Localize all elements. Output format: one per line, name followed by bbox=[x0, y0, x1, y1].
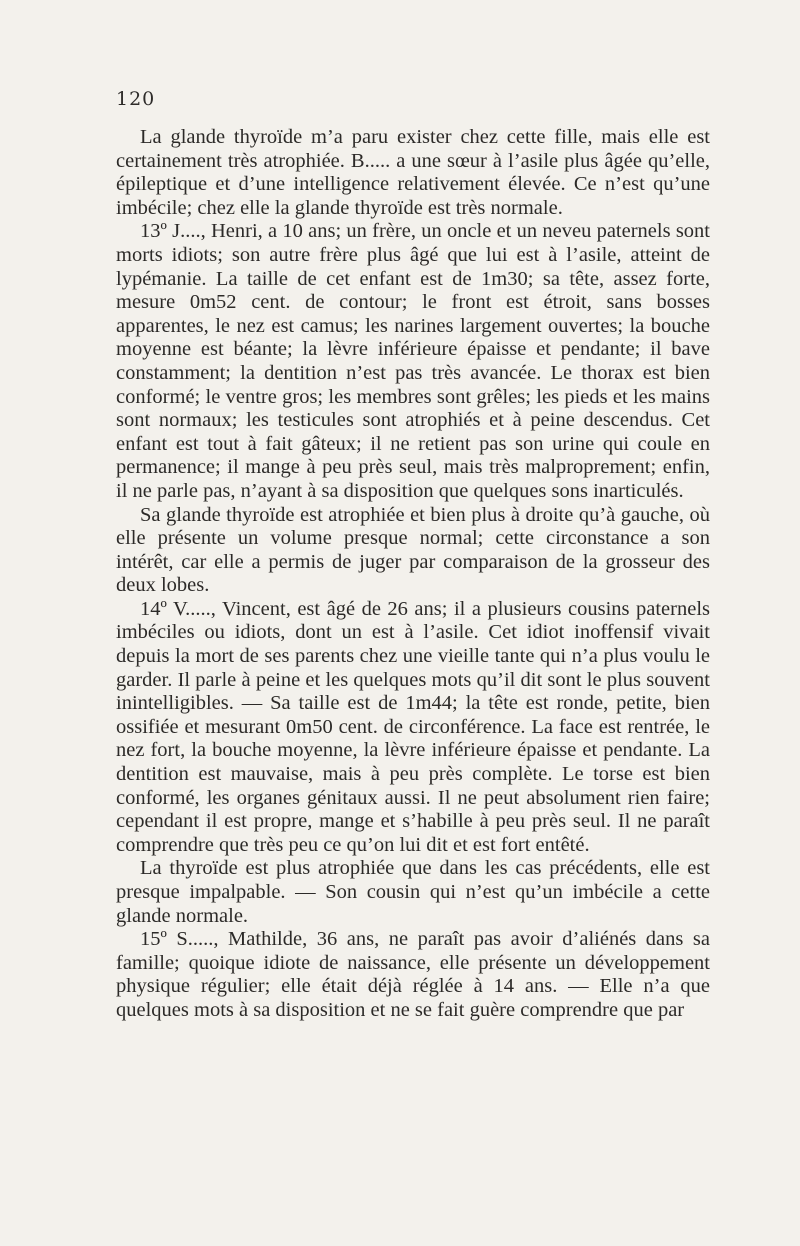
paragraph-case-13-thyroid: Sa glande thyroïde est atrophiée et bien plus à droite qu’à gauche, où elle présente un volume presque normal; cette circonstance a son intérêt, car elle a permis de juger par comparaison de la grosseur des deux lobes. bbox=[116, 503, 710, 597]
page-number: 120 bbox=[116, 88, 156, 110]
paragraph-case-14-thyroid: La thyroïde est plus atrophiée que dans les cas précédents, elle est presque impalpable. — Son cousin qui n’est qu’un imbécile a cette glande normale. bbox=[116, 857, 710, 927]
paragraph-thyroid-b: La glande thyroïde m’a paru exister chez cette fille, mais elle est certainement très atrophiée. B..... a une sœur à l’asile plus âgée qu’elle, épileptique et d’une intelligence relativement élevée. Ce n’est qu’une imbécile; chez elle la glande thyroïde est très normale. bbox=[116, 126, 710, 219]
paragraph-case-13: 13º J...., Henri, a 10 ans; un frère, un oncle et un neveu paternels sont morts idiots; son autre frère plus âgé que lui est à l’asile, atteint de lypémanie. La taille de cet enfant est de 1m30; sa tête, assez forte, mesure 0m52 cent. de contour; le front est étroit, sans bosses apparentes, le nez est camus; les narines largement ouvertes; la bouche moyenne est béante; la lèvre inférieure épaisse et pendante; il bave constamment; la dentition n’est pas très avancée. Le thorax est bien conformé; le ventre gros; les membres sont grêles; les pieds et les mains sont normaux; les testicules sont atrophiés et à peine descendus. Cet enfant est tout à fait gâteux; il ne retient pas son urine qui coule en permanence; il mange à peu près seul, mais très malproprement; enfin, il ne parle pas, n’ayant à sa disposition que quelques sons inarticulés. bbox=[116, 220, 710, 502]
paragraph-case-15: 15º S....., Mathilde, 36 ans, ne paraît pas avoir d’aliénés dans sa famille; quoique idiote de naissance, elle présente un développement physique régulier; elle était déjà réglée à 14 ans. — Elle n’a que quelques mots à sa disposition et ne se fait guère comprendre que par bbox=[116, 928, 710, 1021]
paragraph-case-14: 14º V....., Vincent, est âgé de 26 ans; il a plusieurs cousins paternels imbéciles ou idiots, dont un est à l’asile. Cet idiot inoffensif vivait depuis la mort de ses parents chez une vieille tante qui n’a plus voulu le garder. Il parle à peine et les quelques mots qu’il dit sont le plus souvent inintelligibles. — Sa taille est de 1m44; la tête est ronde, petite, bien ossifiée et mesurant 0m50 cent. de circonférence. La face est rentrée, le nez fort, la bouche moyenne, la lèvre inférieure épaisse et pendante. La dentition est mauvaise, mais à peu près complète. Le torse est bien conformé, les organes génitaux aussi. Il ne peut absolument rien faire; cependant il est propre, mange et s’habille à peu près seul. Il ne paraît comprendre que très peu ce qu’on lui dit et est fort entêté. bbox=[116, 597, 710, 856]
body-text bbox=[116, 126, 710, 1023]
